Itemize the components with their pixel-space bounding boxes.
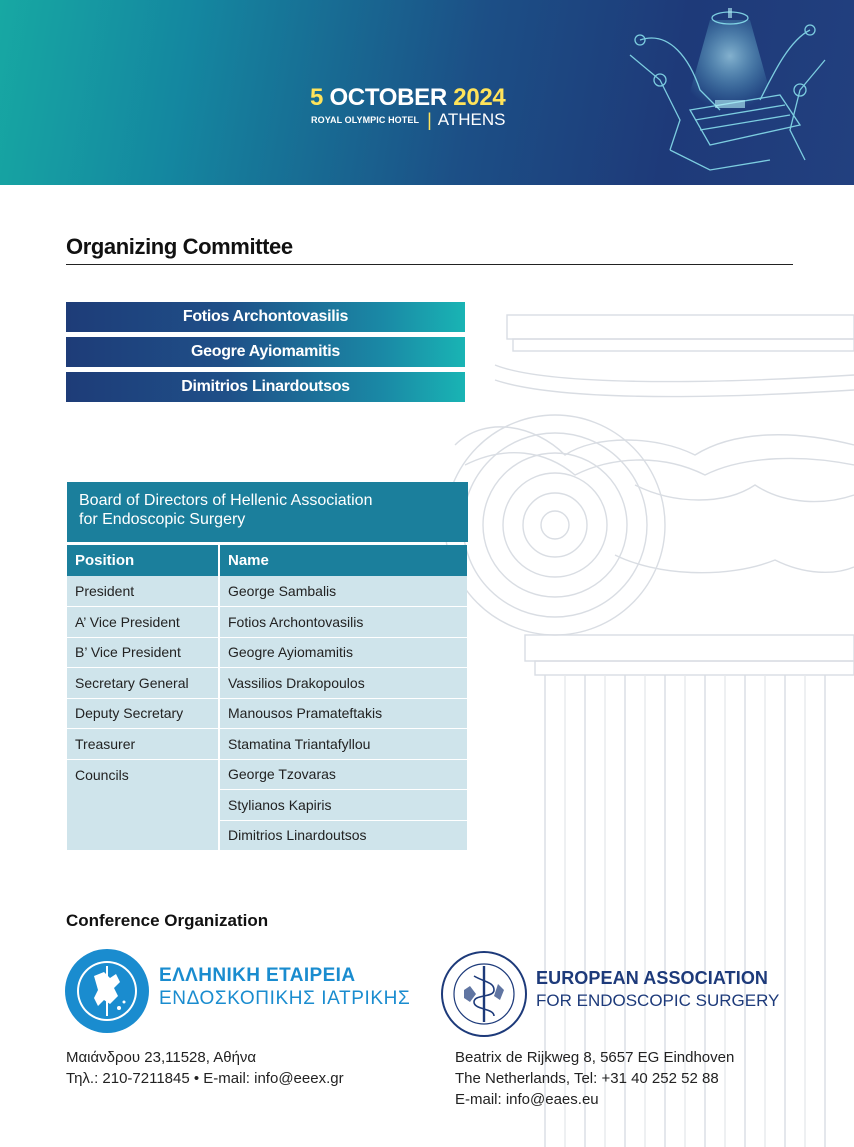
committee-member: Dimitrios Linardoutsos <box>66 372 465 402</box>
hsa-name-line2: ΕΝΔΟΣΚΟΠΙΚΗΣ ΙΑΤΡΙΚΗΣ <box>159 988 411 1009</box>
committee-member: Geogre Ayiomamitis <box>66 337 465 367</box>
page-title: Organizing Committee <box>66 234 293 259</box>
name-cell: Manousos Pramateftakis <box>219 698 467 729</box>
position-cell: Councils <box>67 759 219 790</box>
surgical-robot-illustration <box>600 0 854 185</box>
hellenic-society-logo <box>64 948 150 1034</box>
date-day: 5 <box>310 84 324 111</box>
position-cell <box>67 820 219 851</box>
position-cell: B’ Vice President <box>67 637 219 668</box>
table-row <box>67 576 467 607</box>
board-heading-line2: for Endoscopic Surgery <box>79 511 246 528</box>
eaes-name-line1: EUROPEAN ASSOCIATION <box>536 968 769 988</box>
hellenic-society-name <box>159 965 410 1010</box>
committee-member: Fotios Archontovasilis <box>66 302 465 332</box>
date-year: 2024 <box>453 84 506 111</box>
name-cell: George Sambalis <box>219 576 467 607</box>
position-cell: President <box>67 576 219 607</box>
organization-heading: Conference Organization <box>66 911 269 930</box>
table-row <box>67 668 467 699</box>
name-cell: Dimitrios Linardoutsos <box>219 820 467 851</box>
hsa-name-line1: ΕΛΛΗΝΙΚΗ ΕΤΑΙΡΕΙΑ <box>159 965 356 986</box>
name-cell: Fotios Archontovasilis <box>219 607 467 638</box>
position-cell: Deputy Secretary <box>67 698 219 729</box>
name-cell: George Tzovaras <box>219 759 467 790</box>
hsa-address: Μαιάνδρου 23,11528, Αθήνα <box>66 1049 257 1066</box>
name-cell: Stylianos Kapiris <box>219 790 467 821</box>
committee-list <box>66 302 465 407</box>
column-header-name: Name <box>219 545 467 576</box>
eaes-name <box>536 968 779 1011</box>
hellenic-society-address <box>66 1047 344 1089</box>
eaes-name-line2: FOR ENDOSCOPIC SURGERY <box>536 991 780 1010</box>
table-row <box>67 698 467 729</box>
name-cell: Stamatina Triantafyllou <box>219 729 467 760</box>
board-heading-line1: Board of Directors of Hellenic Association <box>79 492 373 509</box>
table-row <box>67 820 467 851</box>
date-month: OCTOBER <box>329 84 447 111</box>
board-of-directors <box>67 482 468 851</box>
board-table <box>67 545 467 851</box>
eaes-street: Beatrix de Rijkweg 8, 5657 EG Eindhoven <box>455 1049 735 1066</box>
board-heading <box>67 482 468 542</box>
position-cell <box>67 790 219 821</box>
column-header-position: Position <box>67 545 219 576</box>
table-header-row <box>67 545 467 576</box>
table-row <box>67 607 467 638</box>
position-cell: Treasurer <box>67 729 219 760</box>
venue-name: ROYAL OLYMPIC HOTEL <box>311 115 420 125</box>
name-cell: Vassilios Drakopoulos <box>219 668 467 699</box>
name-cell: Geogre Ayiomamitis <box>219 637 467 668</box>
eaes-address <box>455 1047 734 1110</box>
eaes-contact: The Netherlands, Tel: +31 40 252 52 88 <box>455 1070 719 1087</box>
title-divider <box>66 264 793 265</box>
table-row <box>67 790 467 821</box>
hsa-contact: Τηλ.: 210-7211845 • E-mail: info@eeex.gr <box>66 1070 344 1087</box>
event-venue <box>311 110 505 130</box>
table-row <box>67 729 467 760</box>
venue-city: ATHENS <box>437 110 506 129</box>
header-banner <box>0 0 854 185</box>
venue-separator: | <box>427 110 432 130</box>
event-date <box>310 84 505 112</box>
eaes-email: E-mail: info@eaes.eu <box>455 1091 599 1108</box>
table-row <box>67 637 467 668</box>
position-cell: A’ Vice President <box>67 607 219 638</box>
position-cell: Secretary General <box>67 668 219 699</box>
eaes-logo <box>440 950 528 1038</box>
table-row <box>67 759 467 790</box>
